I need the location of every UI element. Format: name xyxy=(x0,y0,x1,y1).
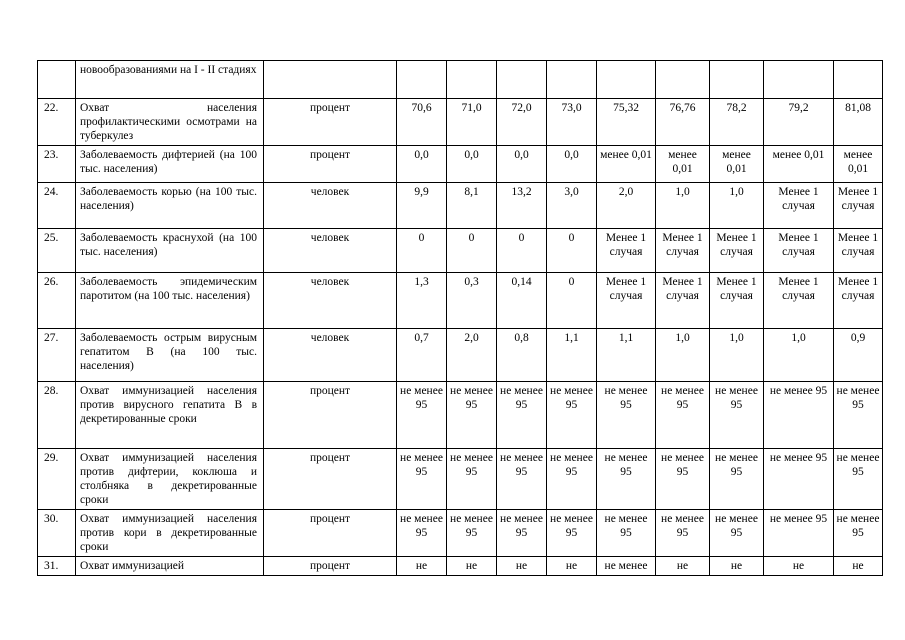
indicator-value: Менее 1 случая xyxy=(834,183,883,229)
indicator-name: Заболеваемость дифтерией (на 100 тыс. населения) xyxy=(76,146,264,183)
indicator-value: не менее 95 xyxy=(397,510,447,557)
indicator-value: Менее 1 случая xyxy=(597,229,656,273)
row-number: 27. xyxy=(38,329,76,382)
table-row xyxy=(38,382,883,449)
unit-of-measure: процент xyxy=(264,510,397,557)
indicators-table xyxy=(37,60,883,576)
indicator-name: Охват иммунизацией населения против дифтерии, коклюша и столбняка в декретированные сроки xyxy=(76,449,264,510)
indicator-value: не менее 95 xyxy=(547,449,597,510)
indicator-value: не xyxy=(710,557,764,576)
table-row xyxy=(38,99,883,146)
indicator-name: Заболеваемость краснухой (на 100 тыс. населения) xyxy=(76,229,264,273)
indicator-name: новообразованиями на I - II стадиях xyxy=(76,61,264,99)
indicator-value: Менее 1 случая xyxy=(764,183,834,229)
unit-of-measure xyxy=(264,61,397,99)
indicator-value: менее 0,01 xyxy=(764,146,834,183)
unit-of-measure: процент xyxy=(264,557,397,576)
indicator-value: не менее 95 xyxy=(497,510,547,557)
indicator-value: не менее 95 xyxy=(597,449,656,510)
indicator-value: 71,0 xyxy=(447,99,497,146)
table-row xyxy=(38,510,883,557)
indicator-value: Менее 1 случая xyxy=(834,273,883,329)
indicator-value: 1,0 xyxy=(656,329,710,382)
unit-of-measure: процент xyxy=(264,99,397,146)
indicator-value: 0,3 xyxy=(447,273,497,329)
indicator-value: 9,9 xyxy=(397,183,447,229)
indicator-value: 0 xyxy=(547,229,597,273)
indicator-value: не менее 95 xyxy=(834,382,883,449)
indicator-value: 0,9 xyxy=(834,329,883,382)
indicator-value: не менее 95 xyxy=(447,510,497,557)
indicator-value: 0 xyxy=(547,273,597,329)
indicator-value: 72,0 xyxy=(497,99,547,146)
indicator-value: не менее 95 xyxy=(764,449,834,510)
indicator-value: 1,0 xyxy=(764,329,834,382)
indicator-value: не менее 95 xyxy=(597,382,656,449)
indicator-value: не менее xyxy=(597,557,656,576)
indicator-value: менее 0,01 xyxy=(656,146,710,183)
indicator-name: Заболеваемость эпидемическим паротитом (на 100 тыс. населения) xyxy=(76,273,264,329)
indicator-value: не менее 95 xyxy=(497,382,547,449)
indicator-value: не менее 95 xyxy=(547,510,597,557)
indicator-value xyxy=(447,61,497,99)
indicator-value: не менее 95 xyxy=(597,510,656,557)
unit-of-measure: процент xyxy=(264,382,397,449)
indicator-value: не менее 95 xyxy=(397,449,447,510)
indicator-value: не менее 95 xyxy=(834,449,883,510)
indicator-value: 0,0 xyxy=(497,146,547,183)
indicator-name: Заболеваемость корью (на 100 тыс. населения) xyxy=(76,183,264,229)
indicator-value: 0,0 xyxy=(447,146,497,183)
table-row xyxy=(38,273,883,329)
indicator-value: менее 0,01 xyxy=(597,146,656,183)
indicator-value: не менее 95 xyxy=(764,382,834,449)
table-row xyxy=(38,329,883,382)
indicator-value: 0,0 xyxy=(397,146,447,183)
indicator-value xyxy=(397,61,447,99)
row-number: 28. xyxy=(38,382,76,449)
indicator-value: Менее 1 случая xyxy=(764,229,834,273)
indicator-value: не менее 95 xyxy=(497,449,547,510)
indicator-value: 2,0 xyxy=(597,183,656,229)
indicator-value: 73,0 xyxy=(547,99,597,146)
indicator-value: не менее 95 xyxy=(656,382,710,449)
row-number: 24. xyxy=(38,183,76,229)
indicator-name: Охват иммунизацией xyxy=(76,557,264,576)
indicator-value: не менее 95 xyxy=(397,382,447,449)
row-number: 25. xyxy=(38,229,76,273)
unit-of-measure: человек xyxy=(264,329,397,382)
table-row xyxy=(38,229,883,273)
indicator-value: не менее 95 xyxy=(834,510,883,557)
indicator-value: 1,1 xyxy=(547,329,597,382)
indicator-value: 0 xyxy=(497,229,547,273)
indicator-value: 79,2 xyxy=(764,99,834,146)
indicator-value: 0,7 xyxy=(397,329,447,382)
unit-of-measure: человек xyxy=(264,273,397,329)
indicator-value: не менее 95 xyxy=(447,382,497,449)
indicator-value: 0,0 xyxy=(547,146,597,183)
unit-of-measure: процент xyxy=(264,146,397,183)
indicator-value xyxy=(710,61,764,99)
indicator-value xyxy=(597,61,656,99)
indicator-value: 1,0 xyxy=(710,183,764,229)
indicator-value: менее 0,01 xyxy=(710,146,764,183)
unit-of-measure: человек xyxy=(264,183,397,229)
indicator-value: не менее 95 xyxy=(710,382,764,449)
table-row xyxy=(38,557,883,576)
indicator-value: 1,0 xyxy=(656,183,710,229)
indicator-value: не менее 95 xyxy=(656,449,710,510)
indicator-value: не xyxy=(497,557,547,576)
indicator-value xyxy=(764,61,834,99)
indicator-value: не xyxy=(547,557,597,576)
indicator-value: Менее 1 случая xyxy=(764,273,834,329)
table-row xyxy=(38,146,883,183)
unit-of-measure: человек xyxy=(264,229,397,273)
indicator-value: Менее 1 случая xyxy=(597,273,656,329)
indicator-value: 0,14 xyxy=(497,273,547,329)
indicator-value: 70,6 xyxy=(397,99,447,146)
indicator-value: 76,76 xyxy=(656,99,710,146)
indicator-value: Менее 1 случая xyxy=(834,229,883,273)
row-number: 22. xyxy=(38,99,76,146)
row-number: 23. xyxy=(38,146,76,183)
indicator-name: Охват иммунизацией населения против кори в декретированные сроки xyxy=(76,510,264,557)
indicator-value: не менее 95 xyxy=(710,510,764,557)
table-row xyxy=(38,449,883,510)
indicator-value: 13,2 xyxy=(497,183,547,229)
indicator-value: не xyxy=(834,557,883,576)
indicator-value xyxy=(656,61,710,99)
indicator-value xyxy=(547,61,597,99)
indicator-value xyxy=(497,61,547,99)
row-number: 29. xyxy=(38,449,76,510)
indicator-value: 0 xyxy=(397,229,447,273)
indicator-value: 1,0 xyxy=(710,329,764,382)
indicator-value: Менее 1 случая xyxy=(656,229,710,273)
row-number xyxy=(38,61,76,99)
indicator-value: не менее 95 xyxy=(656,510,710,557)
indicator-value: не xyxy=(656,557,710,576)
indicator-value: не менее 95 xyxy=(447,449,497,510)
indicator-name: Охват населения профилактическими осмотрами на туберкулез xyxy=(76,99,264,146)
indicator-value: не менее 95 xyxy=(710,449,764,510)
indicator-value: Менее 1 случая xyxy=(710,273,764,329)
indicator-value: 3,0 xyxy=(547,183,597,229)
row-number: 26. xyxy=(38,273,76,329)
indicator-value: 75,32 xyxy=(597,99,656,146)
indicator-value: 8,1 xyxy=(447,183,497,229)
indicator-value: менее 0,01 xyxy=(834,146,883,183)
indicator-value: 0,8 xyxy=(497,329,547,382)
indicator-value: Менее 1 случая xyxy=(710,229,764,273)
table-row xyxy=(38,61,883,99)
indicator-value: не xyxy=(397,557,447,576)
unit-of-measure: процент xyxy=(264,449,397,510)
indicator-value: не xyxy=(447,557,497,576)
indicator-value: не xyxy=(764,557,834,576)
row-number: 30. xyxy=(38,510,76,557)
indicator-value: Менее 1 случая xyxy=(656,273,710,329)
indicator-value: 81,08 xyxy=(834,99,883,146)
indicator-value: 1,1 xyxy=(597,329,656,382)
row-number: 31. xyxy=(38,557,76,576)
indicator-value: 1,3 xyxy=(397,273,447,329)
indicator-name: Охват иммунизацией населения против вирусного гепатита В в декретированные сроки xyxy=(76,382,264,449)
table-row xyxy=(38,183,883,229)
indicator-value: 2,0 xyxy=(447,329,497,382)
indicator-value: не менее 95 xyxy=(764,510,834,557)
indicator-value xyxy=(834,61,883,99)
indicator-value: 78,2 xyxy=(710,99,764,146)
indicator-value: 0 xyxy=(447,229,497,273)
indicator-name: Заболеваемость острым вирусным гепатитом В (на 100 тыс. населения) xyxy=(76,329,264,382)
indicator-value: не менее 95 xyxy=(547,382,597,449)
